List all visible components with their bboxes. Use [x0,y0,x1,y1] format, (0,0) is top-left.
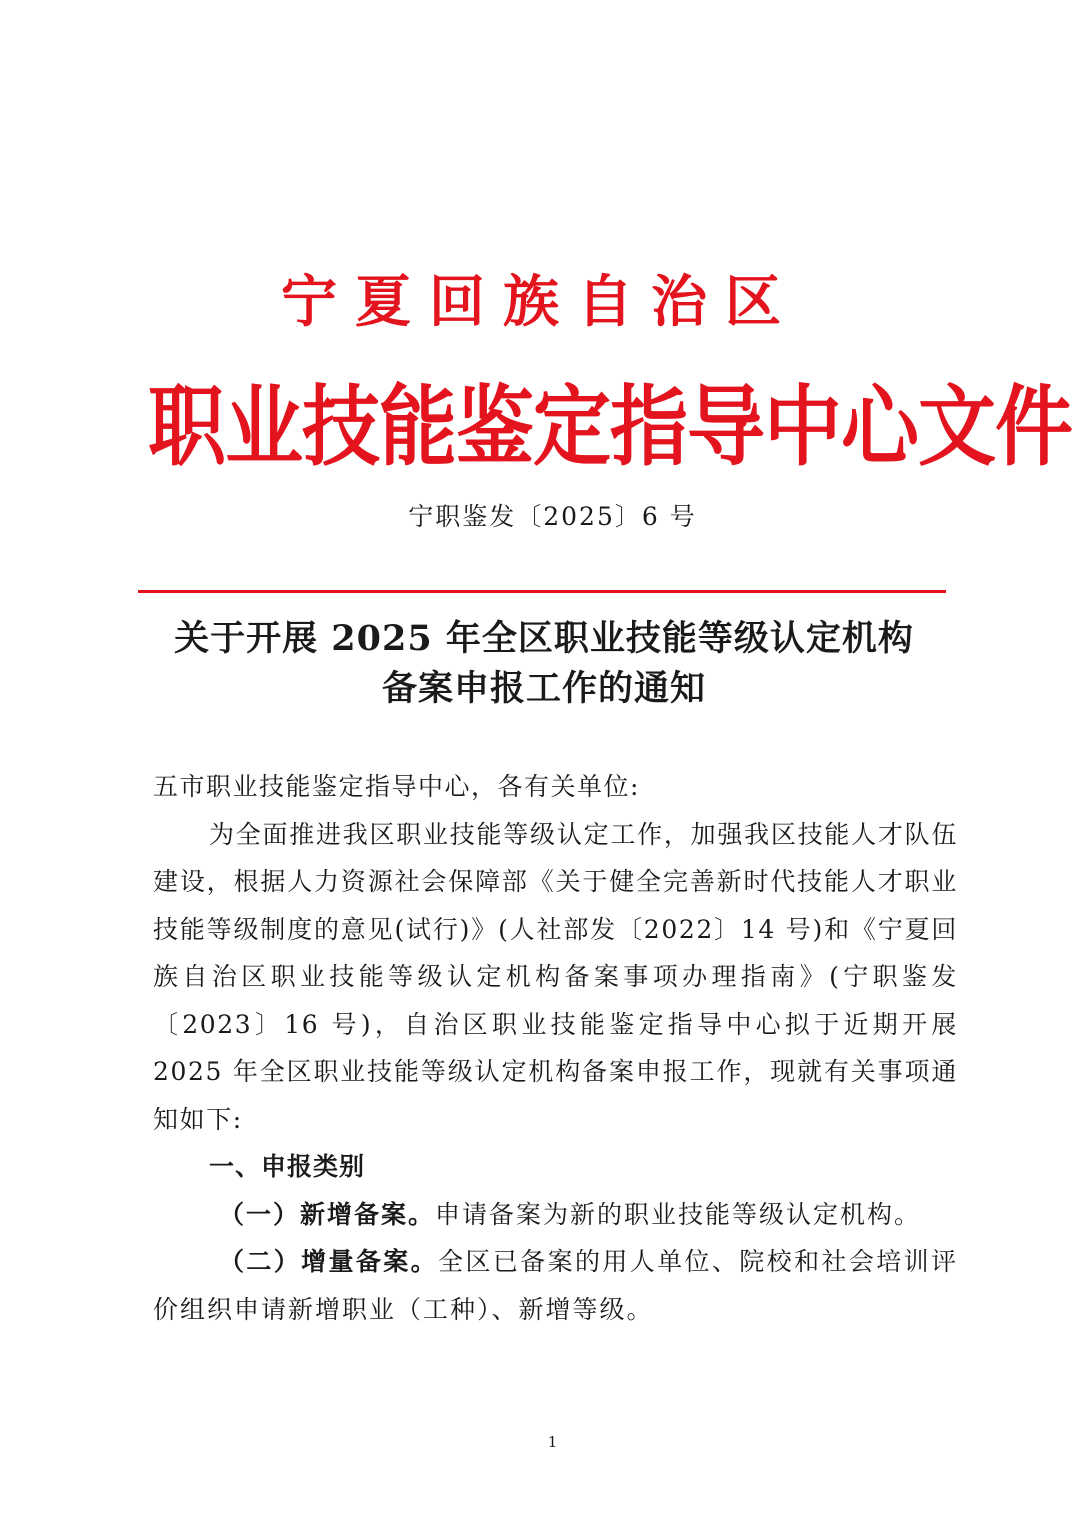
section-heading: 一、申报类别 [209,1152,366,1181]
document-number: 宁职鉴发〔2025〕6 号 [408,502,697,531]
salutation: 五市职业技能鉴定指导中心，各有关单位: [153,772,640,801]
document-title-line2: 备案申报工作的通知 [381,668,706,709]
document-title-line1: 关于开展 2025 年全区职业技能等级认定机构 [174,618,914,659]
list-item-new-filing [153,1191,958,1239]
page-number: 1 [547,1433,558,1451]
item-label: （一）新增备案。 [219,1199,436,1229]
list-item-incremental-filing [153,1238,958,1333]
item-label: （二）增量备案。 [219,1247,439,1276]
item-text: 申请备案为新的职业技能等级认定机构。 [435,1199,922,1229]
intro-paragraph: 为全面推进我区职业技能等级认定工作，加强我区技能人才队伍建设，根据人力资源社会保障部《关于健全完善新时代技能人才职业技能等级制度的意见(试行)》(人社部发〔2022〕14 号)和《宁夏回族自治区职业技能等级认定机构备案事项办理指南》(宁职鉴发〔2023〕16 号)，自治区职业技能鉴定指导中心拟于近期开展 2025 年全区职业技能等级认定机构备案申报工作，现就有关事项通知如下: [153,819,958,1134]
document-title [120,614,968,714]
document-body [153,763,958,1333]
issuer-document-heading: 职业技能鉴定指导中心文件 [148,377,1073,479]
issuer-name: 宁夏回族自治区 [281,270,799,335]
item-text: 全区已备案的用人单位、院校和社会培训评价组织申请新增职业（工种）、新增等级。 [153,1247,958,1324]
red-divider-line [138,590,946,593]
